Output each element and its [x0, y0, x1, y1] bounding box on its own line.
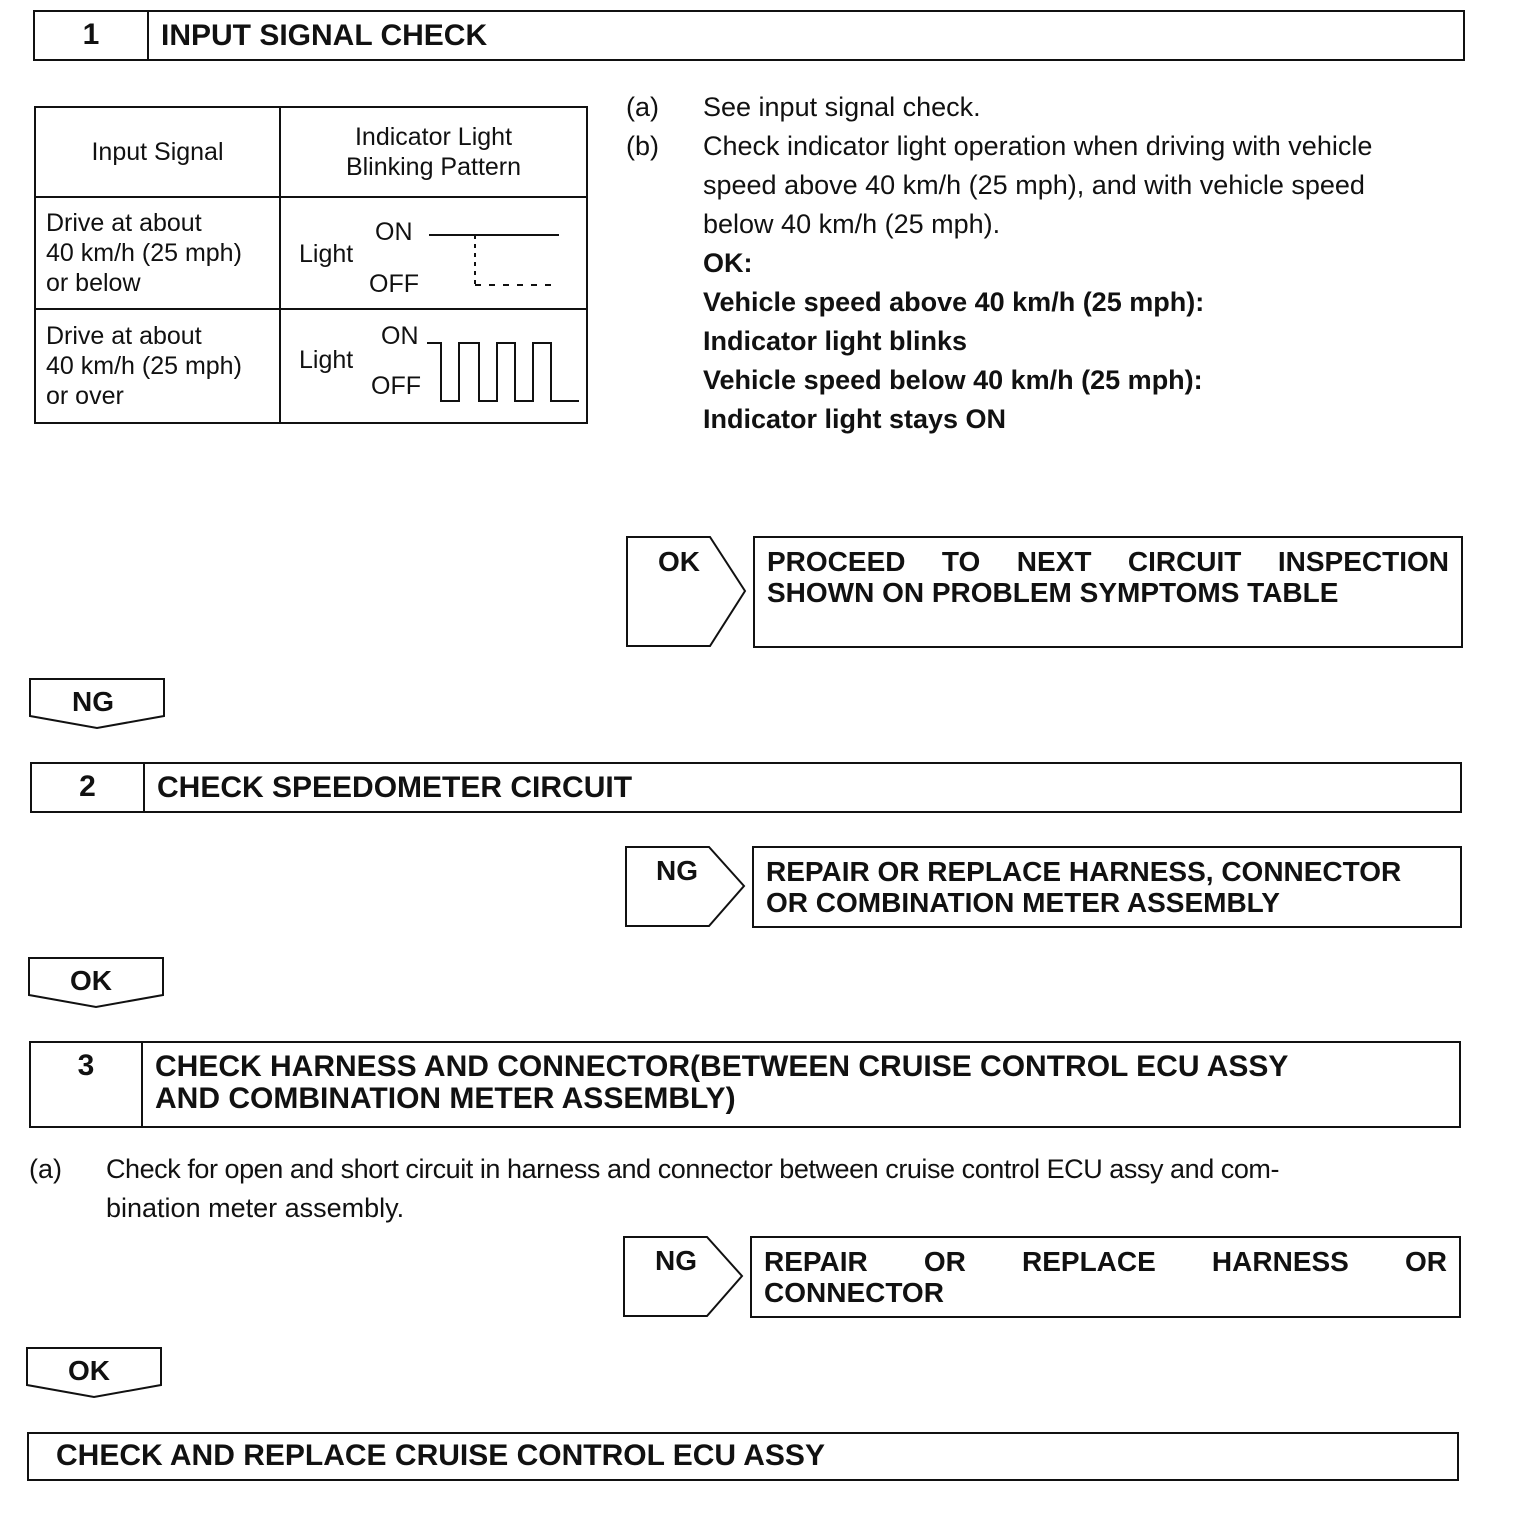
- step-3-ng-result: REPAIR OR REPLACE HARNESS OR CONNECTOR: [750, 1236, 1461, 1318]
- step-2-number: 2: [32, 764, 145, 811]
- step-1-header: [33, 10, 1465, 61]
- steady-on-waveform: [421, 219, 561, 294]
- row-2-pattern: [280, 309, 587, 423]
- row-2-signal: Drive at about 40 km/h (25 mph) or over: [35, 309, 280, 423]
- step-1-ok-label: OK: [658, 546, 700, 577]
- step-1-ok-result: PROCEED TO NEXT CIRCUIT INSPECTION SHOWN ON PROBLEM SYMPTOMS TABLE: [753, 536, 1463, 648]
- step-1-title: INPUT SIGNAL CHECK: [161, 19, 488, 52]
- step-3-header: [29, 1041, 1461, 1128]
- step-2-ng-result: REPAIR OR REPLACE HARNESS, CONNECTOR OR COMBINATION METER ASSEMBLY: [752, 846, 1462, 928]
- instruction-b-text: Check indicator light operation when driving with vehicle speed above 40 km/h (25 mph), and with vehicle speed below 40 km/h (25 mph). OK: Vehicle speed above 40 km/h (25 mph): Indicator light blinks Vehicle speed below 40 km/h (25 mph): Indicator light stays ON: [703, 127, 1468, 439]
- row-2-off-label: OFF: [371, 372, 421, 400]
- row-1-on-label: ON: [375, 218, 413, 246]
- row-1-light-label: Light: [299, 240, 354, 268]
- step-2-title: CHECK SPEEDOMETER CIRCUIT: [157, 771, 633, 804]
- table-row: [35, 197, 587, 309]
- input-signal-table: [34, 106, 588, 424]
- final-action-title: CHECK AND REPLACE CRUISE CONTROL ECU ASSY: [56, 1439, 825, 1472]
- step-1-ng-label: NG: [72, 686, 114, 717]
- step-2-header: [30, 762, 1462, 813]
- row-1-signal: Drive at about 40 km/h (25 mph) or below: [35, 197, 280, 309]
- row-1-off-label: OFF: [369, 270, 419, 298]
- step-3-a-text: Check for open and short circuit in harness and connector between cruise control ECU assy and com- bination meter assembly.: [106, 1154, 1280, 1223]
- step-3-title: CHECK HARNESS AND CONNECTOR(BETWEEN CRUISE CONTROL ECU ASSY AND COMBINATION METER ASSEMBLY): [155, 1050, 1289, 1115]
- step-2-ng-label: NG: [656, 855, 698, 886]
- row-1-pattern: [280, 197, 587, 309]
- instruction-b-marker: (b): [626, 131, 659, 161]
- step-3-number: 3: [31, 1043, 143, 1126]
- row-2-on-label: ON: [381, 322, 419, 350]
- step-1-number: 1: [35, 12, 149, 59]
- table-header-signal: Input Signal: [35, 107, 280, 197]
- step-3-ok-label: OK: [68, 1355, 110, 1386]
- step-3-a-marker: (a): [29, 1154, 62, 1184]
- table-row: [35, 309, 587, 423]
- step-3-ng-label: NG: [655, 1245, 697, 1276]
- instruction-a-text: See input signal check.: [703, 92, 981, 122]
- step-2-ok-label: OK: [70, 965, 112, 996]
- row-2-light-label: Light: [299, 346, 354, 374]
- final-action-box: [27, 1432, 1459, 1481]
- table-header-pattern: Indicator Light Blinking Pattern: [280, 107, 587, 197]
- instruction-a-marker: (a): [626, 92, 659, 122]
- ok-criteria-label: OK:: [703, 248, 753, 278]
- blinking-waveform: [423, 325, 583, 415]
